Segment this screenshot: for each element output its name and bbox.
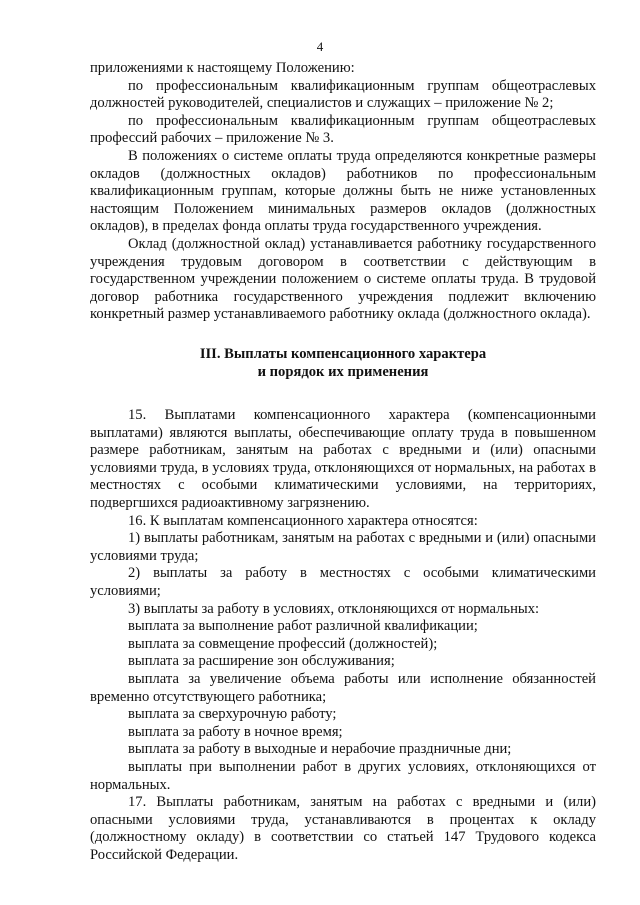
paragraph: Оклад (должностной оклад) устанавливается работнику государственного учреждения трудовым договором в соответствии с действующим в государственном учреждении положением о системе оплаты труда. В трудовой договор работника государственного учреждения подлежит включению конкретный размер устанавливаемого работнику оклада (должностного оклада). — [90, 235, 596, 323]
section-heading — [90, 346, 596, 381]
list-item: выплаты при выполнении работ в других условиях, отклоняющихся от нормальных. — [90, 758, 596, 793]
paragraph: приложениями к настоящему Положению: — [90, 60, 355, 76]
list-item: выплата за совмещение профессий (должностей); — [128, 635, 438, 652]
page-number: 4 — [316, 39, 324, 54]
paragraph: 17. Выплаты работникам, занятым на работах с вредными и (или) опасными условиями труда, устанавливаются в процентах к окладу (должностному окладу) в соответствии со статьей 147 Трудового кодекса Российской Федерации. — [90, 794, 596, 863]
paragraph: В положениях о системе оплаты труда определяются конкретные размеры окладов (должностных окладов) работников по профессиональным квалификационным группам, которые должны быть не ниже установленных настоящим Положением минимальных размеров окладов (должностных окладов), в пределах фонда оплаты труда государственного учреждения. — [90, 147, 596, 235]
list-item: 1) выплаты работникам, занятым на работах с вредными и (или) опасными условиями труда; — [90, 530, 596, 564]
paragraph: 15. Выплатами компенсационного характера (компенсационными выплатами) являются выплаты, обеспечивающие оплату труда в повышенном размере работникам, занятым на работах с вредными и (или) опасными условиями труда, в условиях труда, отклоняющихся от нормальных, на работах в местностях с особыми климатическими условиями, на территориях, подвергшихся радиоактивному загрязнению. — [90, 407, 596, 512]
list-item: выплата за работу в ночное время; — [128, 723, 343, 740]
paragraph: по профессиональным квалификационным группам общеотраслевых должностей руководителей, специалистов и служащих – приложение № 2; — [90, 77, 596, 112]
paragraph: 16. К выплатам компенсационного характера относятся: — [128, 512, 478, 529]
list-item: выплата за выполнение работ различной квалификации; — [128, 618, 478, 635]
list-item: выплата за увеличение объема работы или исполнение обязанностей временно отсутствующего работника; — [90, 671, 596, 705]
section-heading-line: и порядок их применения — [257, 363, 429, 380]
list-item: 3) выплаты за работу в условиях, отклоняющихся от нормальных: — [128, 600, 540, 617]
list-item: 2) выплаты за работу в местностях с особыми климатическими условиями; — [90, 565, 596, 600]
list-item: выплата за сверхурочную работу; — [128, 706, 337, 723]
list-item: выплата за расширение зон обслуживания; — [128, 653, 395, 670]
document-body — [90, 60, 596, 865]
paragraph: по профессиональным квалификационным группам общеотраслевых профессий рабочих – приложение № 3. — [90, 112, 596, 147]
section-heading-line: III. Выплаты компенсационного характера — [199, 345, 487, 362]
list-item: выплата за работу в выходные и нерабочие праздничные дни; — [128, 741, 512, 758]
